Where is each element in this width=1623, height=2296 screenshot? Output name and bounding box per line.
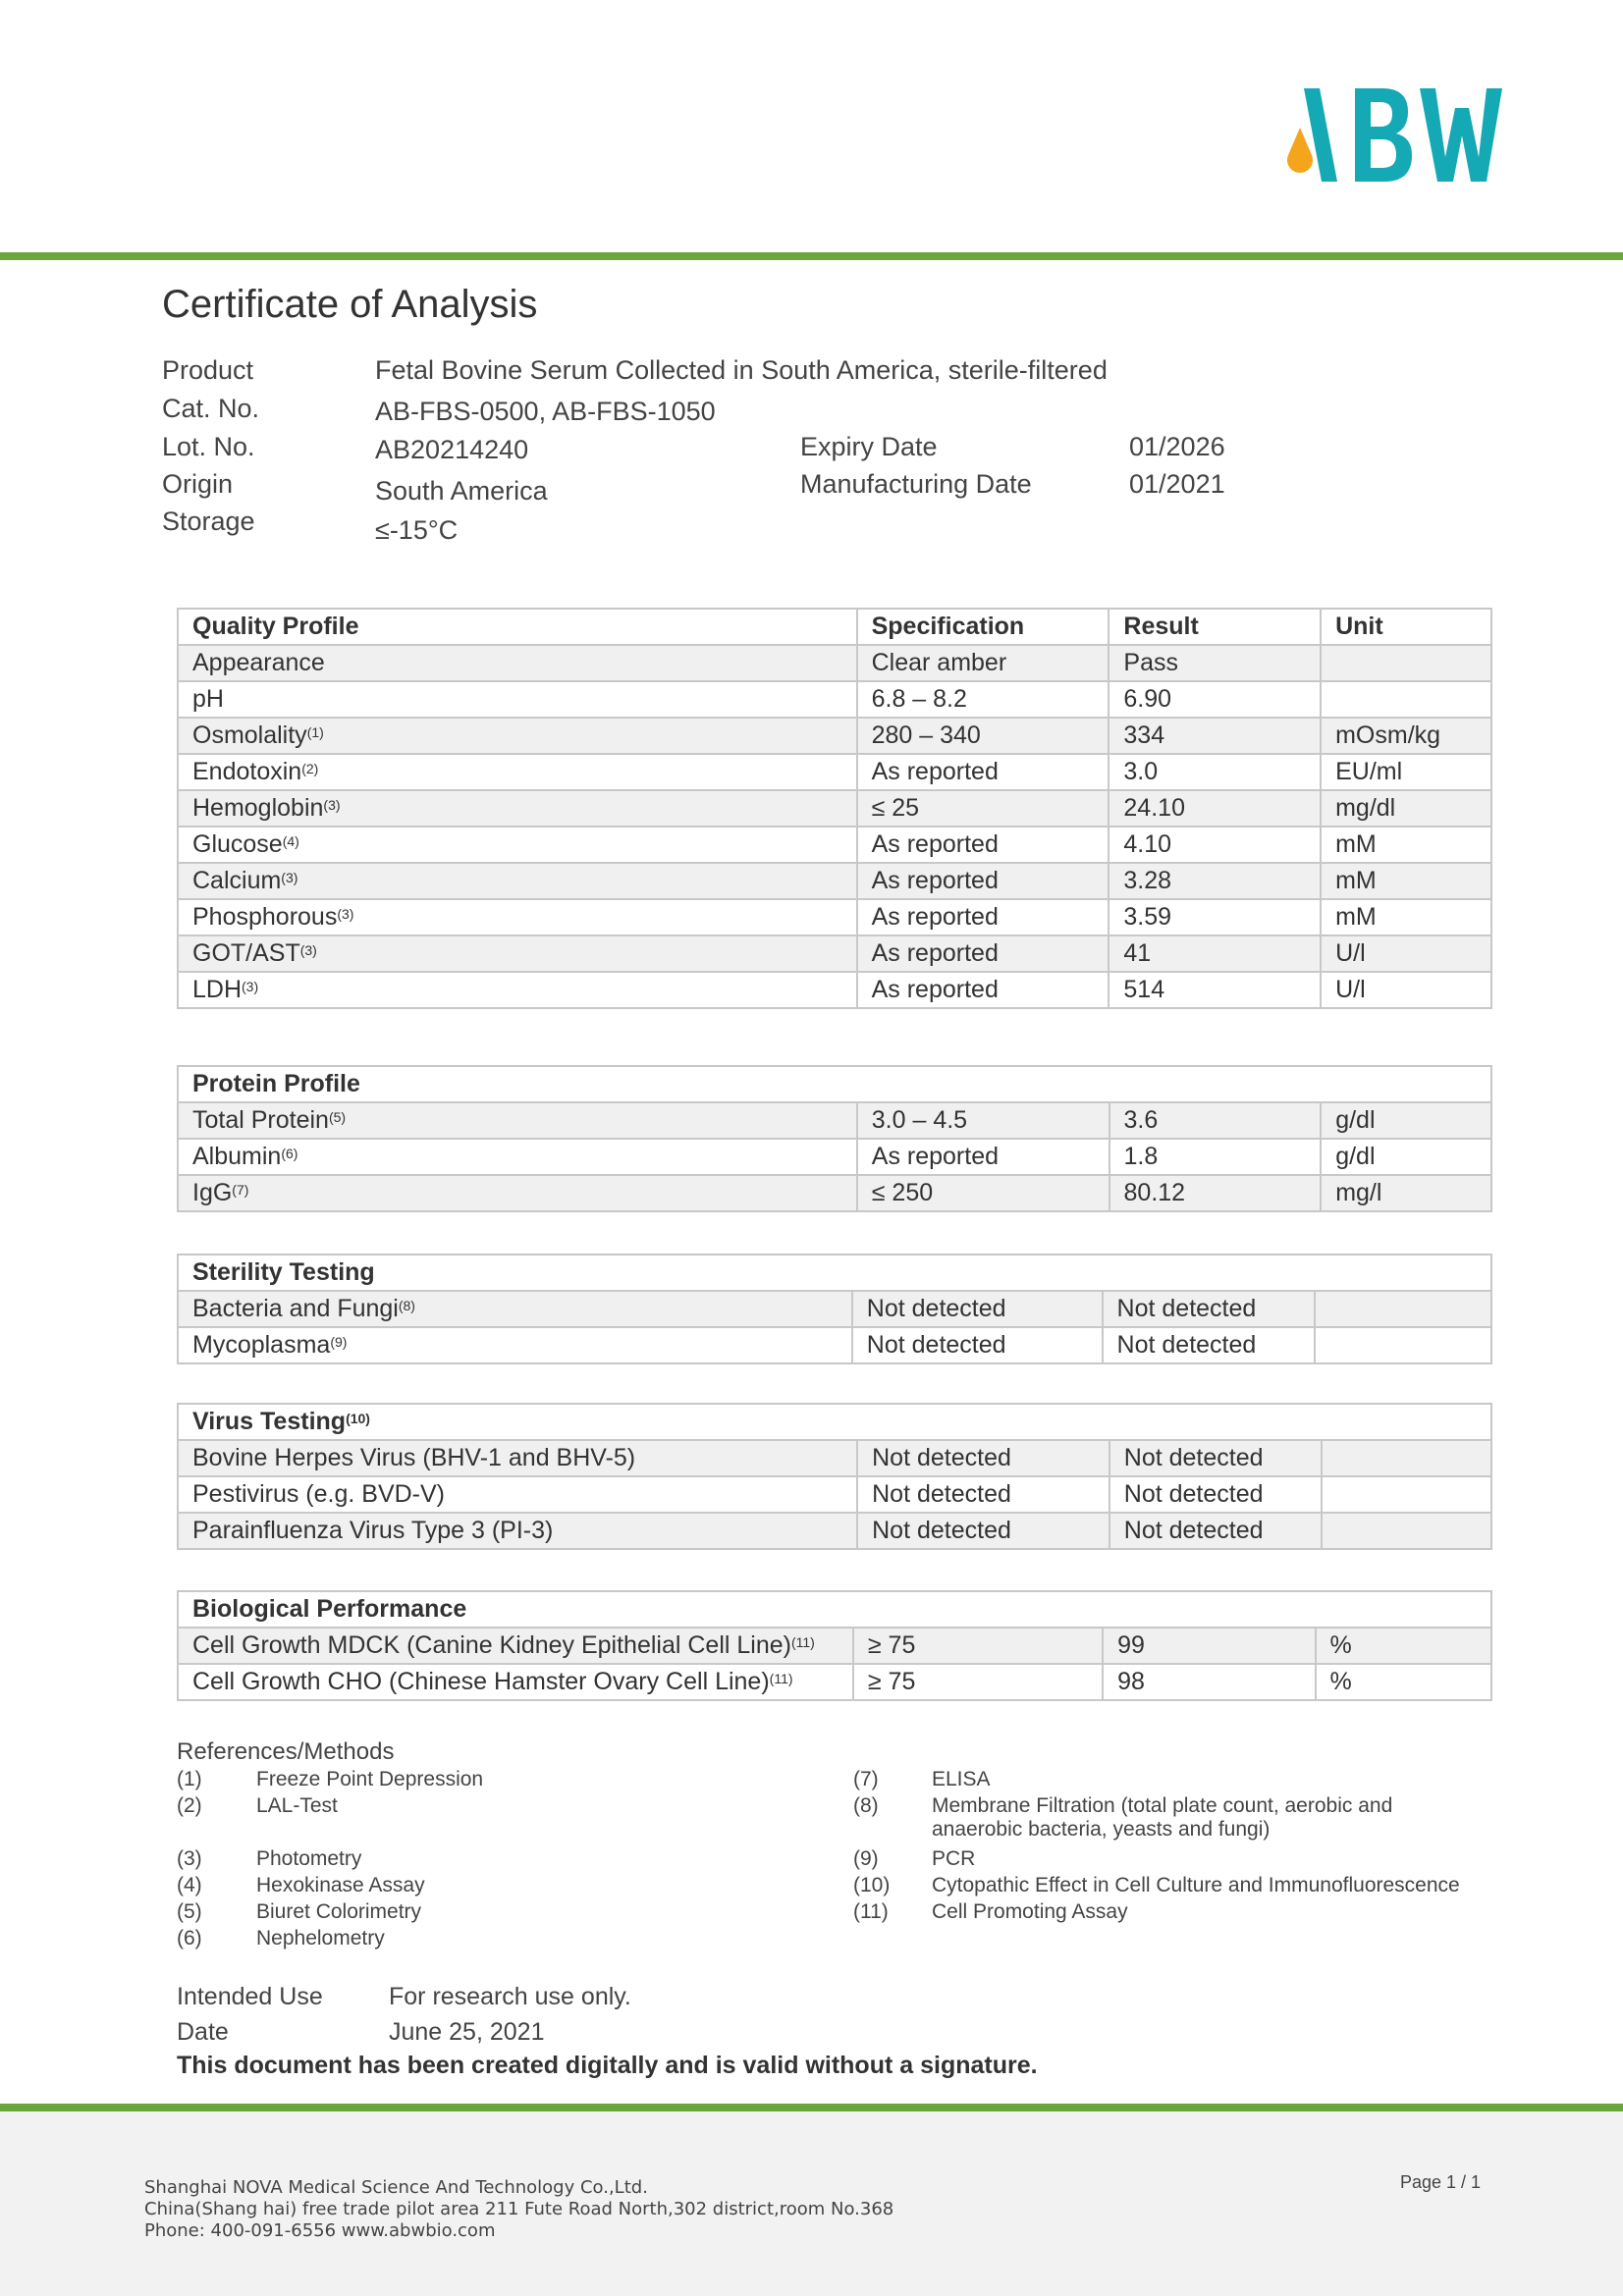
parameter-cell [178,1291,852,1327]
unit-cell-text: mM [1335,830,1377,858]
lot-label: Lot. No. [162,432,255,461]
table-row [178,899,1491,935]
virus-testing-table [177,1403,1492,1550]
result-cell [1109,1175,1322,1211]
parameter-cell [178,863,857,899]
header-cell: Quality Profile [178,609,857,645]
reference-text [932,1874,1460,1897]
result-cell-text: 3.28 [1123,867,1172,894]
specification-cell-text: ≤ 250 [871,1179,934,1206]
result-cell [1109,718,1321,754]
parameter-cell [178,935,857,972]
result-cell [1109,972,1321,1008]
reference-number: (1) [177,1768,202,1790]
parameter-cell-text: Cell Growth MDCK (Canine Kidney Epithelial Cell Line) [192,1631,791,1659]
unit-cell-text: g/dl [1335,1106,1376,1134]
reference-text [932,1768,991,1791]
result-cell-text: Not detected [1123,1444,1264,1471]
storage-label: Storage [162,507,255,536]
reference-text [932,1847,975,1871]
reference-number: (11) [853,1900,889,1923]
parameter-cell [178,645,857,681]
reference-marker: (3) [242,979,259,994]
header-cell [178,1404,1491,1440]
header-cell: Protein Profile [178,1066,1491,1102]
expiry-value: 01/2026 [1129,432,1225,461]
specification-cell [857,1102,1109,1139]
intended-use-value: For research use only. [389,1983,631,2010]
header-label: Virus Testing [192,1408,347,1435]
unit-cell [1315,1291,1491,1327]
reference-marker: (3) [299,942,317,958]
table-row [178,1664,1491,1700]
unit-cell-text: mM [1335,903,1377,931]
footer-address: China(Shang hai) free trade pilot area 211 Fute Road North,302 district,room No.368 [144,2199,894,2219]
unit-cell [1316,1628,1492,1664]
result-cell [1109,1476,1322,1513]
reference-number: (7) [853,1768,879,1790]
table-row [178,1291,1491,1327]
specification-cell-text: ≥ 75 [867,1631,916,1659]
table-row [178,827,1491,863]
table-row [178,1476,1491,1513]
reference-marker: (1) [306,724,324,740]
specification-cell-text: 6.8 – 8.2 [871,685,967,713]
reference-text-line: Nephelometry [256,1927,385,1949]
parameter-cell-text: Bacteria and Fungi [192,1295,399,1322]
parameter-cell-text: Mycoplasma [192,1331,331,1359]
footer-contact: Phone: 400-091-6556 www.abwbio.com [144,2220,496,2241]
specification-cell [857,681,1109,718]
unit-cell [1315,1327,1491,1363]
parameter-cell [178,1513,857,1549]
reference-text-line: PCR [932,1847,976,1870]
parameter-cell [178,790,857,827]
result-cell [1109,899,1321,935]
specification-cell-text: As reported [871,758,999,785]
mfg-value: 01/2021 [1129,469,1225,499]
unit-cell [1321,935,1491,972]
result-cell-text: 3.59 [1123,903,1172,931]
specification-cell-text: Clear amber [871,649,1007,676]
specification-cell-text: As reported [871,1143,1000,1170]
specification-cell [857,972,1109,1008]
header-cell: Biological Performance [178,1591,1491,1628]
parameter-cell [178,1175,857,1211]
table-row [178,718,1491,754]
unit-cell-text: % [1329,1668,1352,1695]
reference-marker: (11) [769,1671,793,1686]
table-row [178,1175,1491,1211]
specification-cell [857,1513,1109,1549]
reference-number: (9) [853,1847,879,1870]
result-cell-text: 80.12 [1123,1179,1186,1206]
footer-company: Shanghai NOVA Medical Science And Technology Co.,Ltd. [144,2177,648,2198]
validity-statement: This document has been created digitally and is valid without a signature. [177,2052,1038,2079]
page-number: Page 1 / 1 [1400,2172,1482,2192]
parameter-cell [178,1440,857,1476]
specification-cell [857,645,1109,681]
result-cell-text: 3.6 [1123,1106,1159,1134]
footer-divider [0,2104,1623,2111]
parameter-cell [178,1139,857,1175]
specification-cell [857,935,1109,972]
table-row [178,1513,1491,1549]
table-row [178,681,1491,718]
specification-cell [857,754,1109,790]
unit-cell [1322,1513,1491,1549]
table-row [178,645,1491,681]
reference-text [256,1768,483,1791]
unit-cell [1321,1139,1491,1175]
specification-cell [857,1476,1109,1513]
reference-text-line: Biuret Colorimetry [256,1900,422,1923]
reference-marker: (3) [281,870,298,885]
header-divider [0,252,1623,260]
specification-cell [853,1664,1103,1700]
result-cell [1109,935,1321,972]
origin-value: South America [375,476,548,506]
references-title: References/Methods [177,1738,395,1765]
table-header-row [178,1404,1491,1440]
table-row [178,972,1491,1008]
unit-cell [1321,790,1491,827]
reference-text-line: ELISA [932,1768,991,1790]
table-row [178,790,1491,827]
logo-droplet-icon [1287,128,1313,173]
specification-cell [857,718,1109,754]
reference-number: (6) [177,1927,202,1949]
specification-cell-text: 3.0 – 4.5 [871,1106,968,1134]
table-row [178,935,1491,972]
unit-cell [1322,1440,1491,1476]
result-cell [1109,645,1321,681]
table-row [178,1139,1491,1175]
table-header-row [178,1591,1491,1628]
header-cell: Specification [857,609,1109,645]
unit-cell-text: EU/ml [1335,758,1403,785]
specification-cell-text: Not detected [872,1480,1011,1508]
lot-value: AB20214240 [375,435,529,464]
result-cell-text: 3.0 [1123,758,1159,785]
parameter-cell-text: Parainfluenza Virus Type 3 (PI-3) [192,1517,554,1544]
header-cell: Result [1109,609,1321,645]
specification-cell-text: 280 – 340 [871,721,981,749]
parameter-cell-text: Phosphorous [192,903,338,931]
intended-use-label: Intended Use [177,1983,323,2010]
reference-marker: (8) [398,1298,415,1313]
specification-cell [853,1628,1103,1664]
result-cell [1109,1139,1322,1175]
unit-cell [1321,754,1491,790]
reference-marker: (9) [330,1334,348,1350]
specification-cell-text: Not detected [866,1331,1006,1359]
specification-cell-text: As reported [871,939,999,967]
result-cell [1109,790,1321,827]
unit-cell [1321,827,1491,863]
unit-cell-text: mg/l [1335,1179,1382,1206]
specification-cell [857,1139,1109,1175]
reference-marker: (6) [281,1146,298,1161]
page-title: Certificate of Analysis [162,283,538,326]
specification-cell-text: ≤ 25 [871,794,920,822]
specification-cell [857,1440,1109,1476]
reference-number: (8) [853,1794,879,1817]
specification-cell [857,827,1109,863]
result-cell [1109,1440,1322,1476]
table-row [178,1102,1491,1139]
parameter-cell [178,972,857,1008]
reference-number: (5) [177,1900,202,1923]
specification-cell-text: Not detected [872,1517,1011,1544]
parameter-cell-text: Cell Growth CHO (Chinese Hamster Ovary Cell Line) [192,1668,770,1695]
unit-cell [1321,718,1491,754]
reference-text [932,1900,1128,1924]
table-row [178,1628,1491,1664]
unit-cell-text: U/l [1335,939,1366,967]
specification-cell [857,790,1109,827]
unit-cell-text: g/dl [1335,1143,1376,1170]
parameter-cell-text: Calcium [192,867,282,894]
date-label: Date [177,2018,229,2046]
table-row [178,1440,1491,1476]
result-cell [1109,863,1321,899]
parameter-cell [178,1664,853,1700]
reference-marker: (4) [282,833,299,849]
result-cell [1109,827,1321,863]
unit-cell [1321,972,1491,1008]
specification-cell [852,1291,1103,1327]
biological-performance-table [177,1590,1492,1701]
footer-address-block [144,2177,893,2242]
reference-marker: (11) [790,1634,815,1650]
parameter-cell [178,718,857,754]
cat-label: Cat. No. [162,394,260,423]
result-cell-text: 99 [1117,1631,1145,1659]
reference-text-line: Membrane Filtration (total plate count, aerobic and [932,1794,1393,1817]
unit-cell-text: % [1329,1631,1352,1659]
parameter-cell [178,899,857,935]
result-cell-text: 1.8 [1123,1143,1159,1170]
specification-cell [857,1175,1109,1211]
parameter-cell [178,1102,857,1139]
company-logo [1286,79,1502,191]
specification-cell [857,863,1109,899]
result-cell [1109,1513,1322,1549]
unit-cell-text: mM [1335,867,1377,894]
table-header-row [178,1066,1491,1102]
specification-cell [857,899,1109,935]
reference-text-line: Cytopathic Effect in Cell Culture and Immunofluorescence [932,1874,1460,1896]
specification-cell-text: ≥ 75 [867,1668,916,1695]
parameter-cell-text: Pestivirus (e.g. BVD-V) [192,1480,446,1508]
mfg-label: Manufacturing Date [800,469,1032,499]
result-cell-text: Not detected [1116,1295,1257,1322]
parameter-cell-text: pH [192,685,224,713]
parameter-cell-text: Hemoglobin [192,794,324,822]
reference-number: (3) [177,1847,202,1870]
unit-cell [1321,645,1491,681]
result-cell [1103,1291,1316,1327]
storage-value: ≤-15°C [375,515,459,545]
product-value: Fetal Bovine Serum Collected in South America, sterile-filtered [375,355,1108,385]
table-row [178,863,1491,899]
reference-number: (4) [177,1874,202,1896]
header-cell: Sterility Testing [178,1255,1491,1291]
header-ref: (10) [346,1411,370,1426]
table-row [178,754,1491,790]
parameter-cell [178,827,857,863]
specification-cell-text: Not detected [872,1444,1011,1471]
reference-text [256,1847,361,1871]
protein-profile-table [177,1065,1492,1212]
reference-marker: (5) [328,1109,347,1125]
unit-cell-text: mg/dl [1335,794,1396,822]
date-value: June 25, 2021 [389,2018,545,2046]
table-header-row [178,609,1491,645]
result-cell [1109,1102,1322,1139]
header-cell: Unit [1321,609,1491,645]
result-cell-text: Not detected [1123,1517,1264,1544]
parameter-cell-text: Bovine Herpes Virus (BHV-1 and BHV-5) [192,1444,636,1471]
reference-text-line: anaerobic bacteria, yeasts and fungi) [932,1818,1271,1841]
unit-cell [1321,1175,1491,1211]
specification-cell-text: As reported [871,867,999,894]
unit-cell [1316,1664,1492,1700]
result-cell-text: 334 [1123,721,1165,749]
result-cell [1109,754,1321,790]
parameter-cell [178,681,857,718]
parameter-cell-text: LDH [192,976,243,1003]
reference-text [256,1900,421,1924]
reference-text-line: Hexokinase Assay [256,1874,425,1896]
specification-cell-text: As reported [871,903,999,931]
parameter-cell-text: Total Protein [192,1106,329,1134]
parameter-cell-text: Endotoxin [192,758,302,785]
unit-cell-text: U/l [1335,976,1366,1003]
reference-marker: (3) [323,797,341,813]
result-cell-text: Not detected [1123,1480,1264,1508]
reference-marker: (7) [232,1182,249,1198]
result-cell [1103,1664,1315,1700]
result-cell [1103,1628,1315,1664]
reference-text [256,1794,338,1818]
sterility-testing-table [177,1254,1492,1364]
result-cell-text: 514 [1123,976,1165,1003]
result-cell [1109,681,1321,718]
unit-cell [1322,1476,1491,1513]
product-label: Product [162,355,254,385]
parameter-cell [178,1327,852,1363]
table-row [178,1327,1491,1363]
result-cell-text: Not detected [1116,1331,1257,1359]
parameter-cell-text: Appearance [192,649,325,676]
reference-text [256,1927,385,1950]
result-cell-text: 98 [1117,1668,1145,1695]
reference-text-line: LAL-Test [256,1794,338,1817]
unit-cell [1321,681,1491,718]
unit-cell [1321,899,1491,935]
parameter-cell-text: Osmolality [192,721,307,749]
reference-number: (2) [177,1794,202,1817]
parameter-cell-text: GOT/AST [192,939,300,967]
reference-text [932,1794,1392,1842]
parameter-cell [178,1476,857,1513]
parameter-cell [178,754,857,790]
parameter-cell-text: Glucose [192,830,283,858]
specification-cell [852,1327,1103,1363]
table-header-row [178,1255,1491,1291]
quality-profile-table [177,608,1492,1009]
unit-cell-text: mOsm/kg [1335,721,1441,749]
specification-cell-text: As reported [871,976,999,1003]
reference-marker: (2) [301,761,319,776]
parameter-cell-text: IgG [192,1179,233,1206]
result-cell-text: 4.10 [1123,830,1172,858]
origin-label: Origin [162,469,234,499]
reference-text-line: Cell Promoting Assay [932,1900,1128,1923]
reference-text-line: Freeze Point Depression [256,1768,484,1790]
reference-marker: (3) [337,906,354,922]
unit-cell [1321,1102,1491,1139]
result-cell-text: 24.10 [1123,794,1185,822]
result-cell [1103,1327,1316,1363]
result-cell-text: 6.90 [1123,685,1172,713]
reference-number: (10) [853,1874,891,1896]
expiry-label: Expiry Date [800,432,938,461]
cat-value: AB-FBS-0500, AB-FBS-1050 [375,397,716,426]
specification-cell-text: Not detected [866,1295,1006,1322]
specification-cell-text: As reported [871,830,999,858]
result-cell-text: 41 [1123,939,1152,967]
reference-text-line: Photometry [256,1847,362,1870]
parameter-cell-text: Albumin [192,1143,282,1170]
reference-text [256,1874,425,1897]
result-cell-text: Pass [1123,649,1178,676]
parameter-cell [178,1628,853,1664]
unit-cell [1321,863,1491,899]
